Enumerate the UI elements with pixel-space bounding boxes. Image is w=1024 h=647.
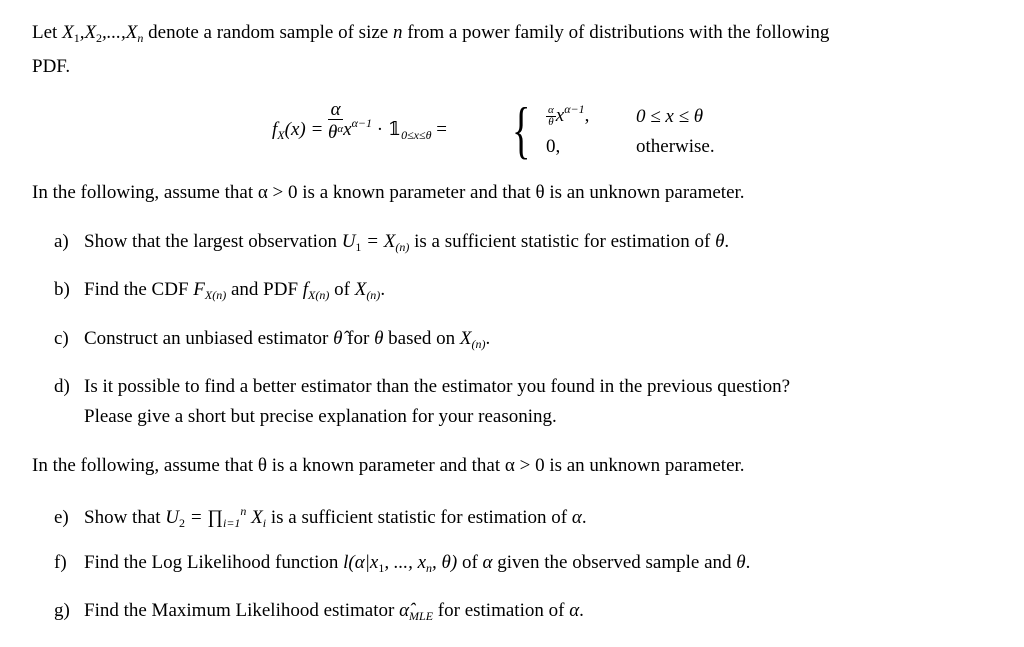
question-b: b) Find the CDF $F_{X(n)}$ and PDF $f_{X(n)}$ of $X_{(n)}$. [54,279,386,302]
intro-text-mid: denote a random sample of size [143,22,393,43]
sample-size-n: n [392,22,403,43]
case-1-condition: 0 ≤ x ≤ θ [636,106,704,127]
pdf-formula [272,94,742,166]
question-g: g) Find the Maximum Likelihood estimator $\alphâ_{MLE}$ for estimation of α. [54,600,584,623]
section-2-assumption: In the following, assume that θ is a known parameter and that α > 0 is an unknown parameter. [32,455,745,476]
case-2-condition: otherwise. [636,136,715,157]
intro-text-pdf: PDF. [32,56,71,77]
section-1-assumption: In the following, assume that α > 0 is a known parameter and that θ is an unknown parameter. [32,182,745,203]
intro-line-1 [32,22,829,46]
cases-brace: { [512,94,531,165]
case-1-value: $\frac{\alpha}{\theta}$ $x^{\alpha-1}$, [548,102,590,129]
question-e: e) Show that $U_2$ = $\prod_{i=1}^n$ $X_i$ is a sufficient statistic for estimation of α. [54,504,587,530]
intro-text-let: Let [32,22,63,43]
intro-text-end: from a power family of distributions with the following [402,22,830,43]
pdf-formula-lhs: $f_X(x)$ = $\frac{\alpha}{\theta^\alpha}$ $x^{\alpha-1}$ · $𝟙_{0\le x\le\theta}$ = [272,99,447,144]
case-2-value: 0, [546,136,561,157]
sample-x: $X_1,X_2,...,X_n$ [62,22,144,45]
question-d-continued: Please give a short but precise explanation for your reasoning. [84,406,557,427]
question-d: d) Is it possible to find a better estimator than the estimator you found in the previous question? [54,376,791,397]
question-f: f) Find the Log Likelihood function $l(\alpha|x_1$, ..., $x_n$, θ) of α given the observed sample and θ. [54,552,751,575]
intro-line-2 [32,56,70,78]
question-c: c) Construct an unbiased estimator θ̂ for θ based on $X_{(n)}$. [54,328,491,351]
question-a: a) Show that the largest observation $U_1 = X_{(n)}$ is a sufficient statistic for estimation of θ. [54,231,730,254]
